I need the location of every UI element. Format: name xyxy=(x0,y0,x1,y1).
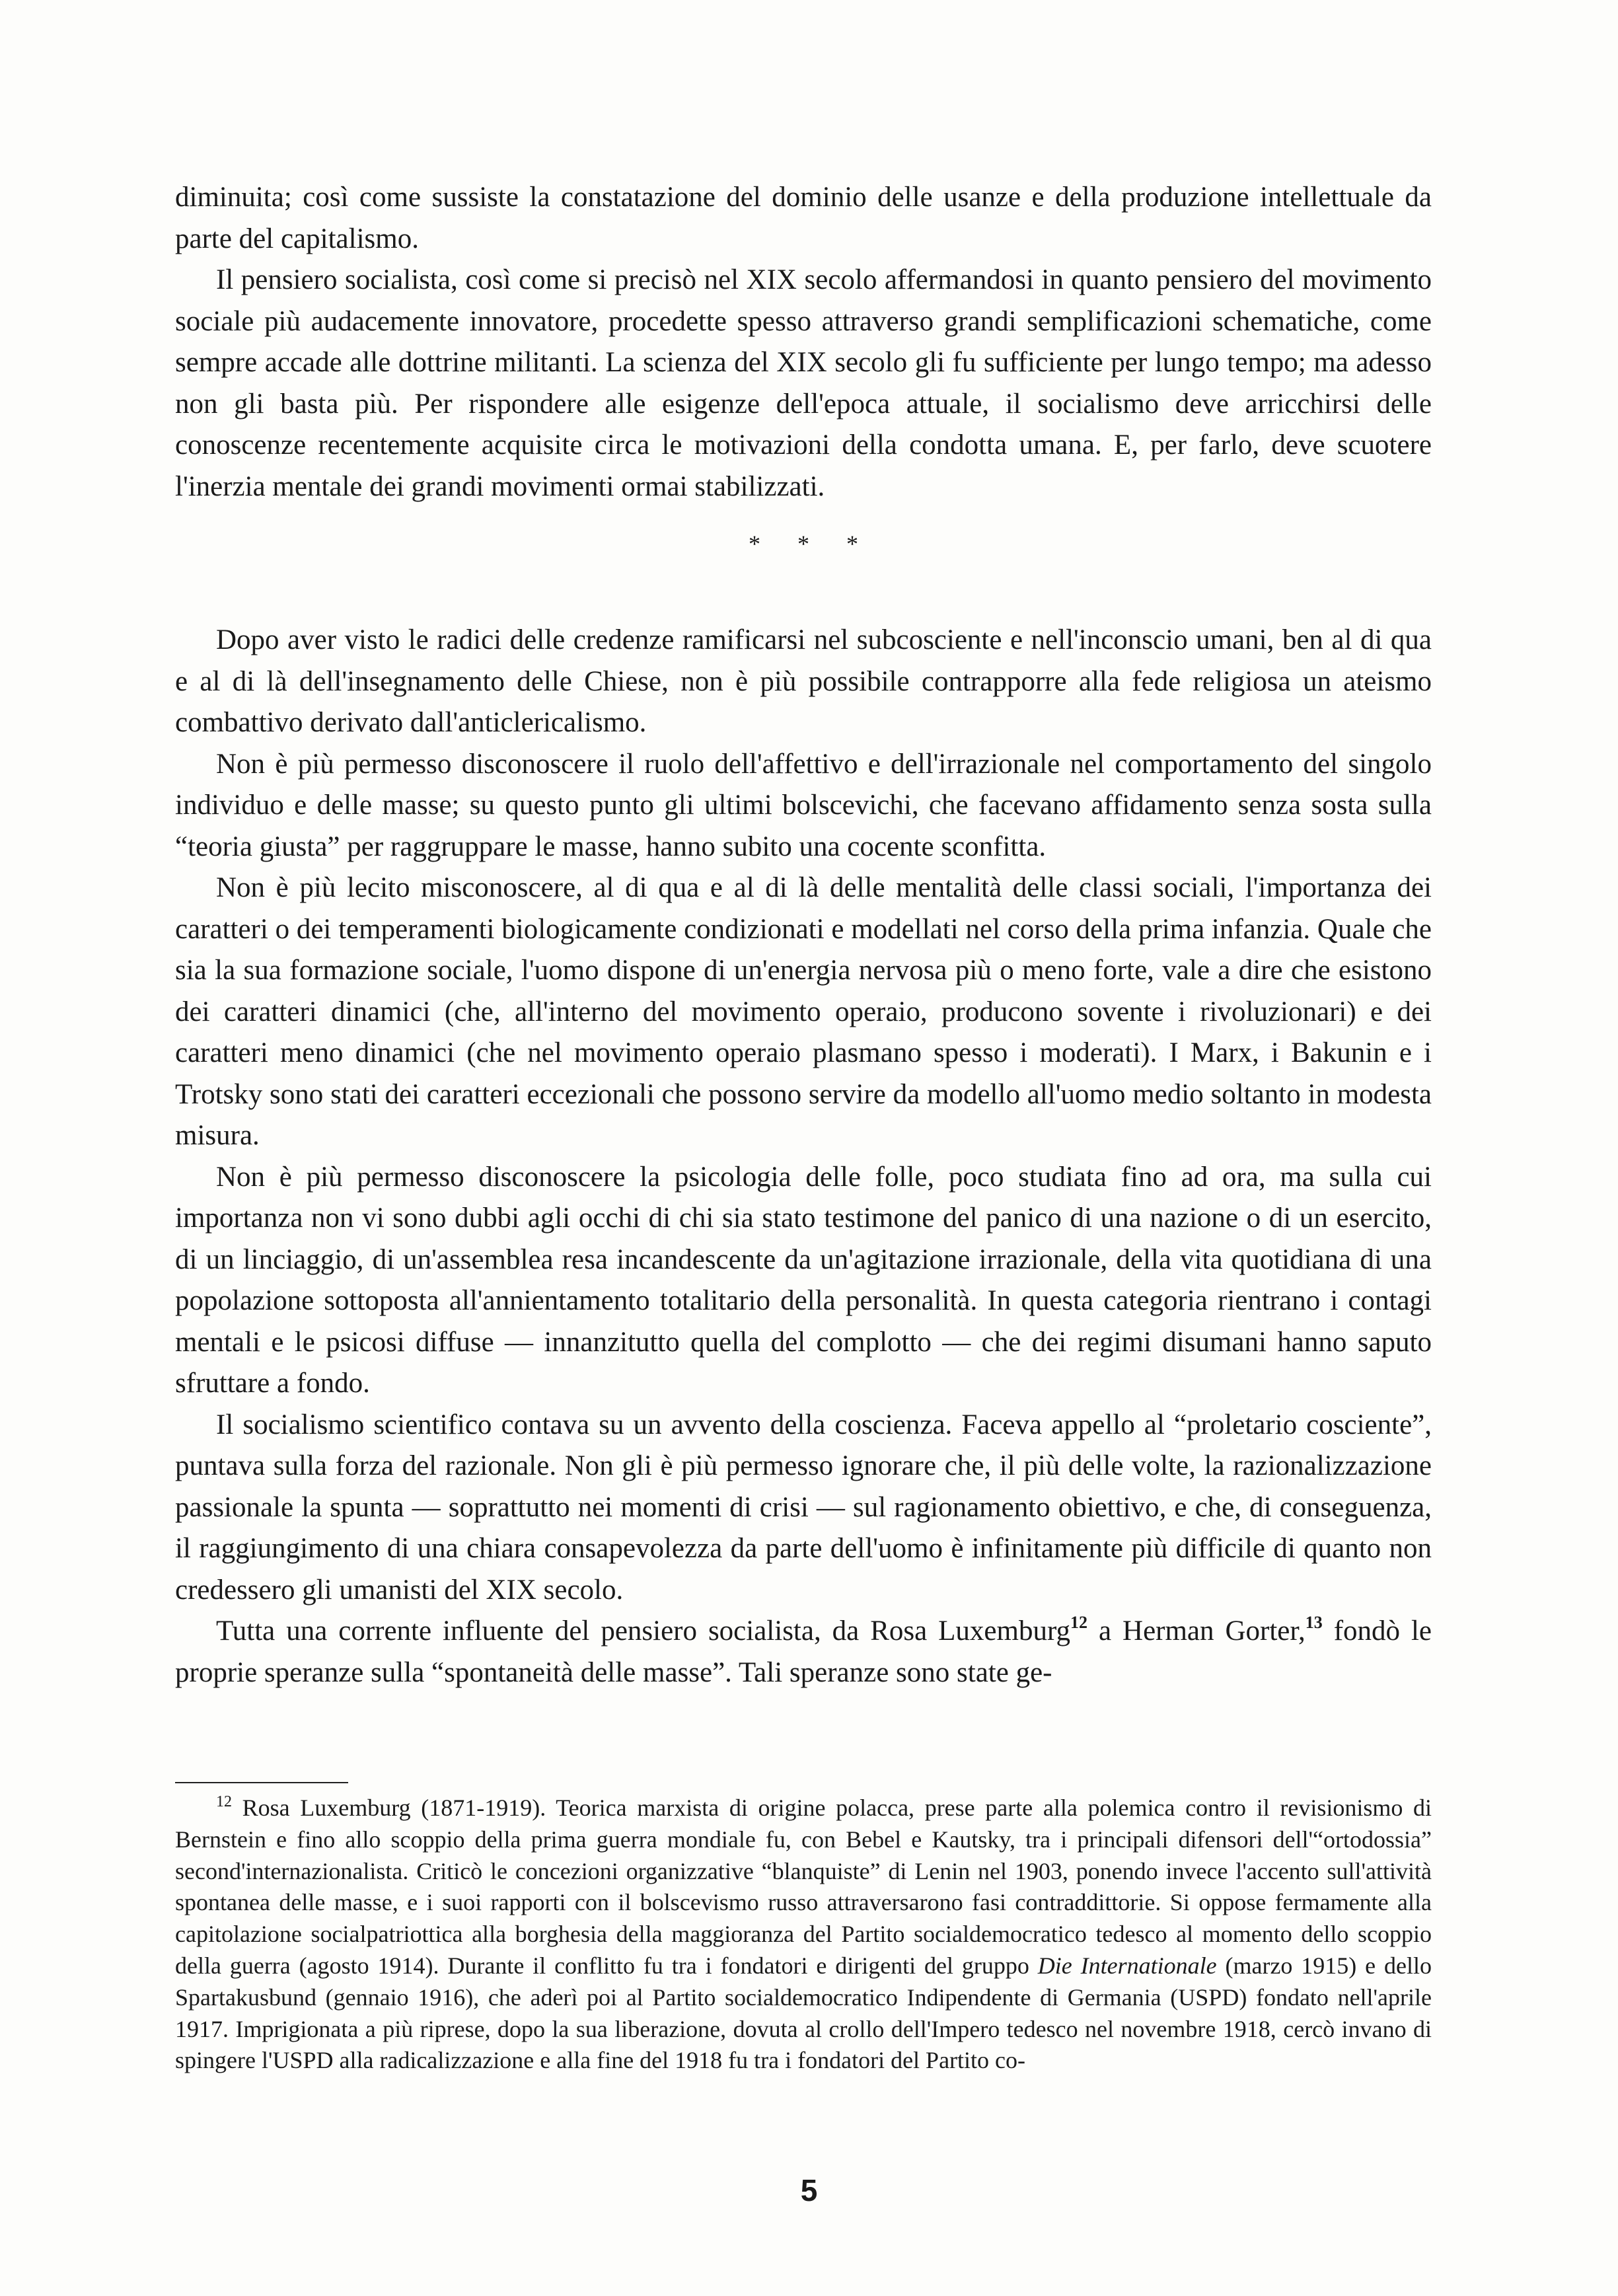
main-text-column xyxy=(175,177,1432,1693)
paragraph: Dopo aver visto le radici delle credenze ramificarsi nel subcosciente e nell'inconscio umani, ben al di qua e al di là dell'insegnamento delle Chiese, non è più possibile contrapporre alla fede religiosa un ateismo combattivo derivato dall'anticlericalismo. xyxy=(175,624,1432,738)
paragraph-continuation: diminuita; così come sussiste la constatazione del dominio delle usanze e della produzione intellettuale da parte del capitalismo. xyxy=(175,182,1432,254)
footnote-italic-title: Die Internationale xyxy=(1037,1952,1217,1979)
footnote-12 xyxy=(175,1793,1432,2077)
footnote-number: 12 xyxy=(216,1793,232,1810)
footnote-text: Rosa Luxemburg (1871-1919). Teorica marxista di origine polacca, prese parte alla polemica contro il revisionismo di Bernstein e fino allo scoppio della prima guerra mondiale fu, con Bebel e Kautsky, tra i principali difensori dell'“ortodossia” second'internazionalista. Criticò le concezioni organizzative “blanquiste” di Lenin nel 1903, ponendo invece l'accento sull'attività spontanea delle masse, e i suoi rapporti con il bolscevismo russo attraversarono fasi contraddittorie. Si oppose fermamente alla capitolazione socialpatriottica alla borghesia della maggioranza del Partito socialdemocratico tedesco al momento dello scoppio della guerra (agosto 1914). Durante il conflitto fu tra i fondatori e dirigenti del gruppo xyxy=(175,1795,1432,1979)
footnote-rule xyxy=(175,1782,348,1783)
paragraph: Non è più permesso disconoscere il ruolo dell'affettivo e dell'irrazionale nel comportamento del singolo individuo e delle masse; su questo punto gli ultimi bolscevichi, che facevano affidamento senza sosta sulla “teoria giusta” per raggruppare le masse, hanno subito una cocente sconfitta. xyxy=(175,748,1432,862)
paragraph: Non è più permesso disconoscere la psicologia delle folle, poco studiata fino ad ora, ma sulla cui importanza non vi sono dubbi agli occhi di chi sia stato testimone del panico di una nazione o di un esercito, di un linciaggio, di un'assemblea resa incandescente da un'agitazione irrazionale, della vita quotidiana di una popolazione sottoposta all'annientamento totalitario della personalità. In questa categoria rientrano i contagi mentali e le psicosi diffuse — innanzitutto quella del complotto — che dei regimi disumani hanno saputo sfruttare a fondo. xyxy=(175,1161,1432,1399)
footnotes xyxy=(175,1793,1432,2077)
paragraph: Il socialismo scientifico contava su un avvento della coscienza. Faceva appello al “proletario cosciente”, puntava sulla forza del razionale. Non gli è più permesso ignorare che, il più delle volte, la razionalizzazione passionale la spunta — soprattutto nei momenti di crisi — sul ragionamento obiettivo, e che, di conseguenza, il raggiungimento di una chiara consapevolezza da parte dell'uomo è infinitamente più difficile di quanto non credessero gli umanisti del XIX secolo. xyxy=(175,1409,1432,1606)
text-run: fondò le proprie speranze sulla “spontaneità delle masse”. Tali speranze sono state ge- xyxy=(175,1615,1432,1688)
asterisk: * xyxy=(797,531,809,557)
footnote-ref: 13 xyxy=(1305,1613,1323,1632)
page-number: 5 xyxy=(800,2173,818,2207)
paragraph: Non è più lecito misconoscere, al di qua e al di là delle mentalità delle classi sociali, l'importanza dei caratteri o dei temperamenti biologicamente condizionati e modellati nel corso della prima infanzia. Quale che sia la sua formazione sociale, l'uomo dispone di un'energia nervosa più o meno forte, vale a dire che esistono dei caratteri dinamici (che, all'interno del movimento operaio, producono sovente i rivoluzionari) e dei caratteri meno dinamici (che nel movimento operaio plasmano spesso i moderati). I Marx, i Bakunin e i Trotsky sono stati dei caratteri eccezionali che possono servire da modello all'uomo medio soltanto in modesta misura. xyxy=(175,872,1432,1151)
text-run: a Herman Gorter, xyxy=(1087,1615,1305,1647)
paragraph: Il pensiero socialista, così come si precisò nel XIX secolo affermandosi in quanto pensiero del movimento sociale più audacemente innovatore, procedette spesso attraverso grandi semplificazioni schematiche, come sempre accade alle dottrine militanti. La scienza del XIX secolo gli fu sufficiente per lungo tempo; ma adesso non gli basta più. Per rispondere alle esigenze dell'epoca attuale, il socialismo deve arricchirsi delle conoscenze recentemente acquisite circa le motivazioni della condotta umana. E, per farlo, deve scuotere l'inerzia mentale dei grandi movimenti ormai stabilizzati. xyxy=(175,264,1432,502)
footnote-text: (marzo 1915) e dello Spartakusbund (gennaio 1916), che aderì poi al Partito socialdemocratico Indipendente di Germania (USPD) fondato nell'aprile 1917. Imprigionata a più riprese, dopo la sua liberazione, dovuta al crollo dell'Impero tedesco nel novembre 1918, cercò invano di spingere l'USPD alla radicalizzazione e alla fine del 1918 fu tra i fondatori del Partito co- xyxy=(175,1952,1432,2074)
asterisk: * xyxy=(749,531,760,557)
asterisk: * xyxy=(846,531,858,557)
footnote-ref: 12 xyxy=(1070,1613,1088,1632)
paragraph-last xyxy=(175,1611,1432,1693)
section-separator xyxy=(175,507,1432,620)
text-run: Tutta una corrente influente del pensiero socialista, da Rosa Luxemburg xyxy=(216,1615,1071,1647)
